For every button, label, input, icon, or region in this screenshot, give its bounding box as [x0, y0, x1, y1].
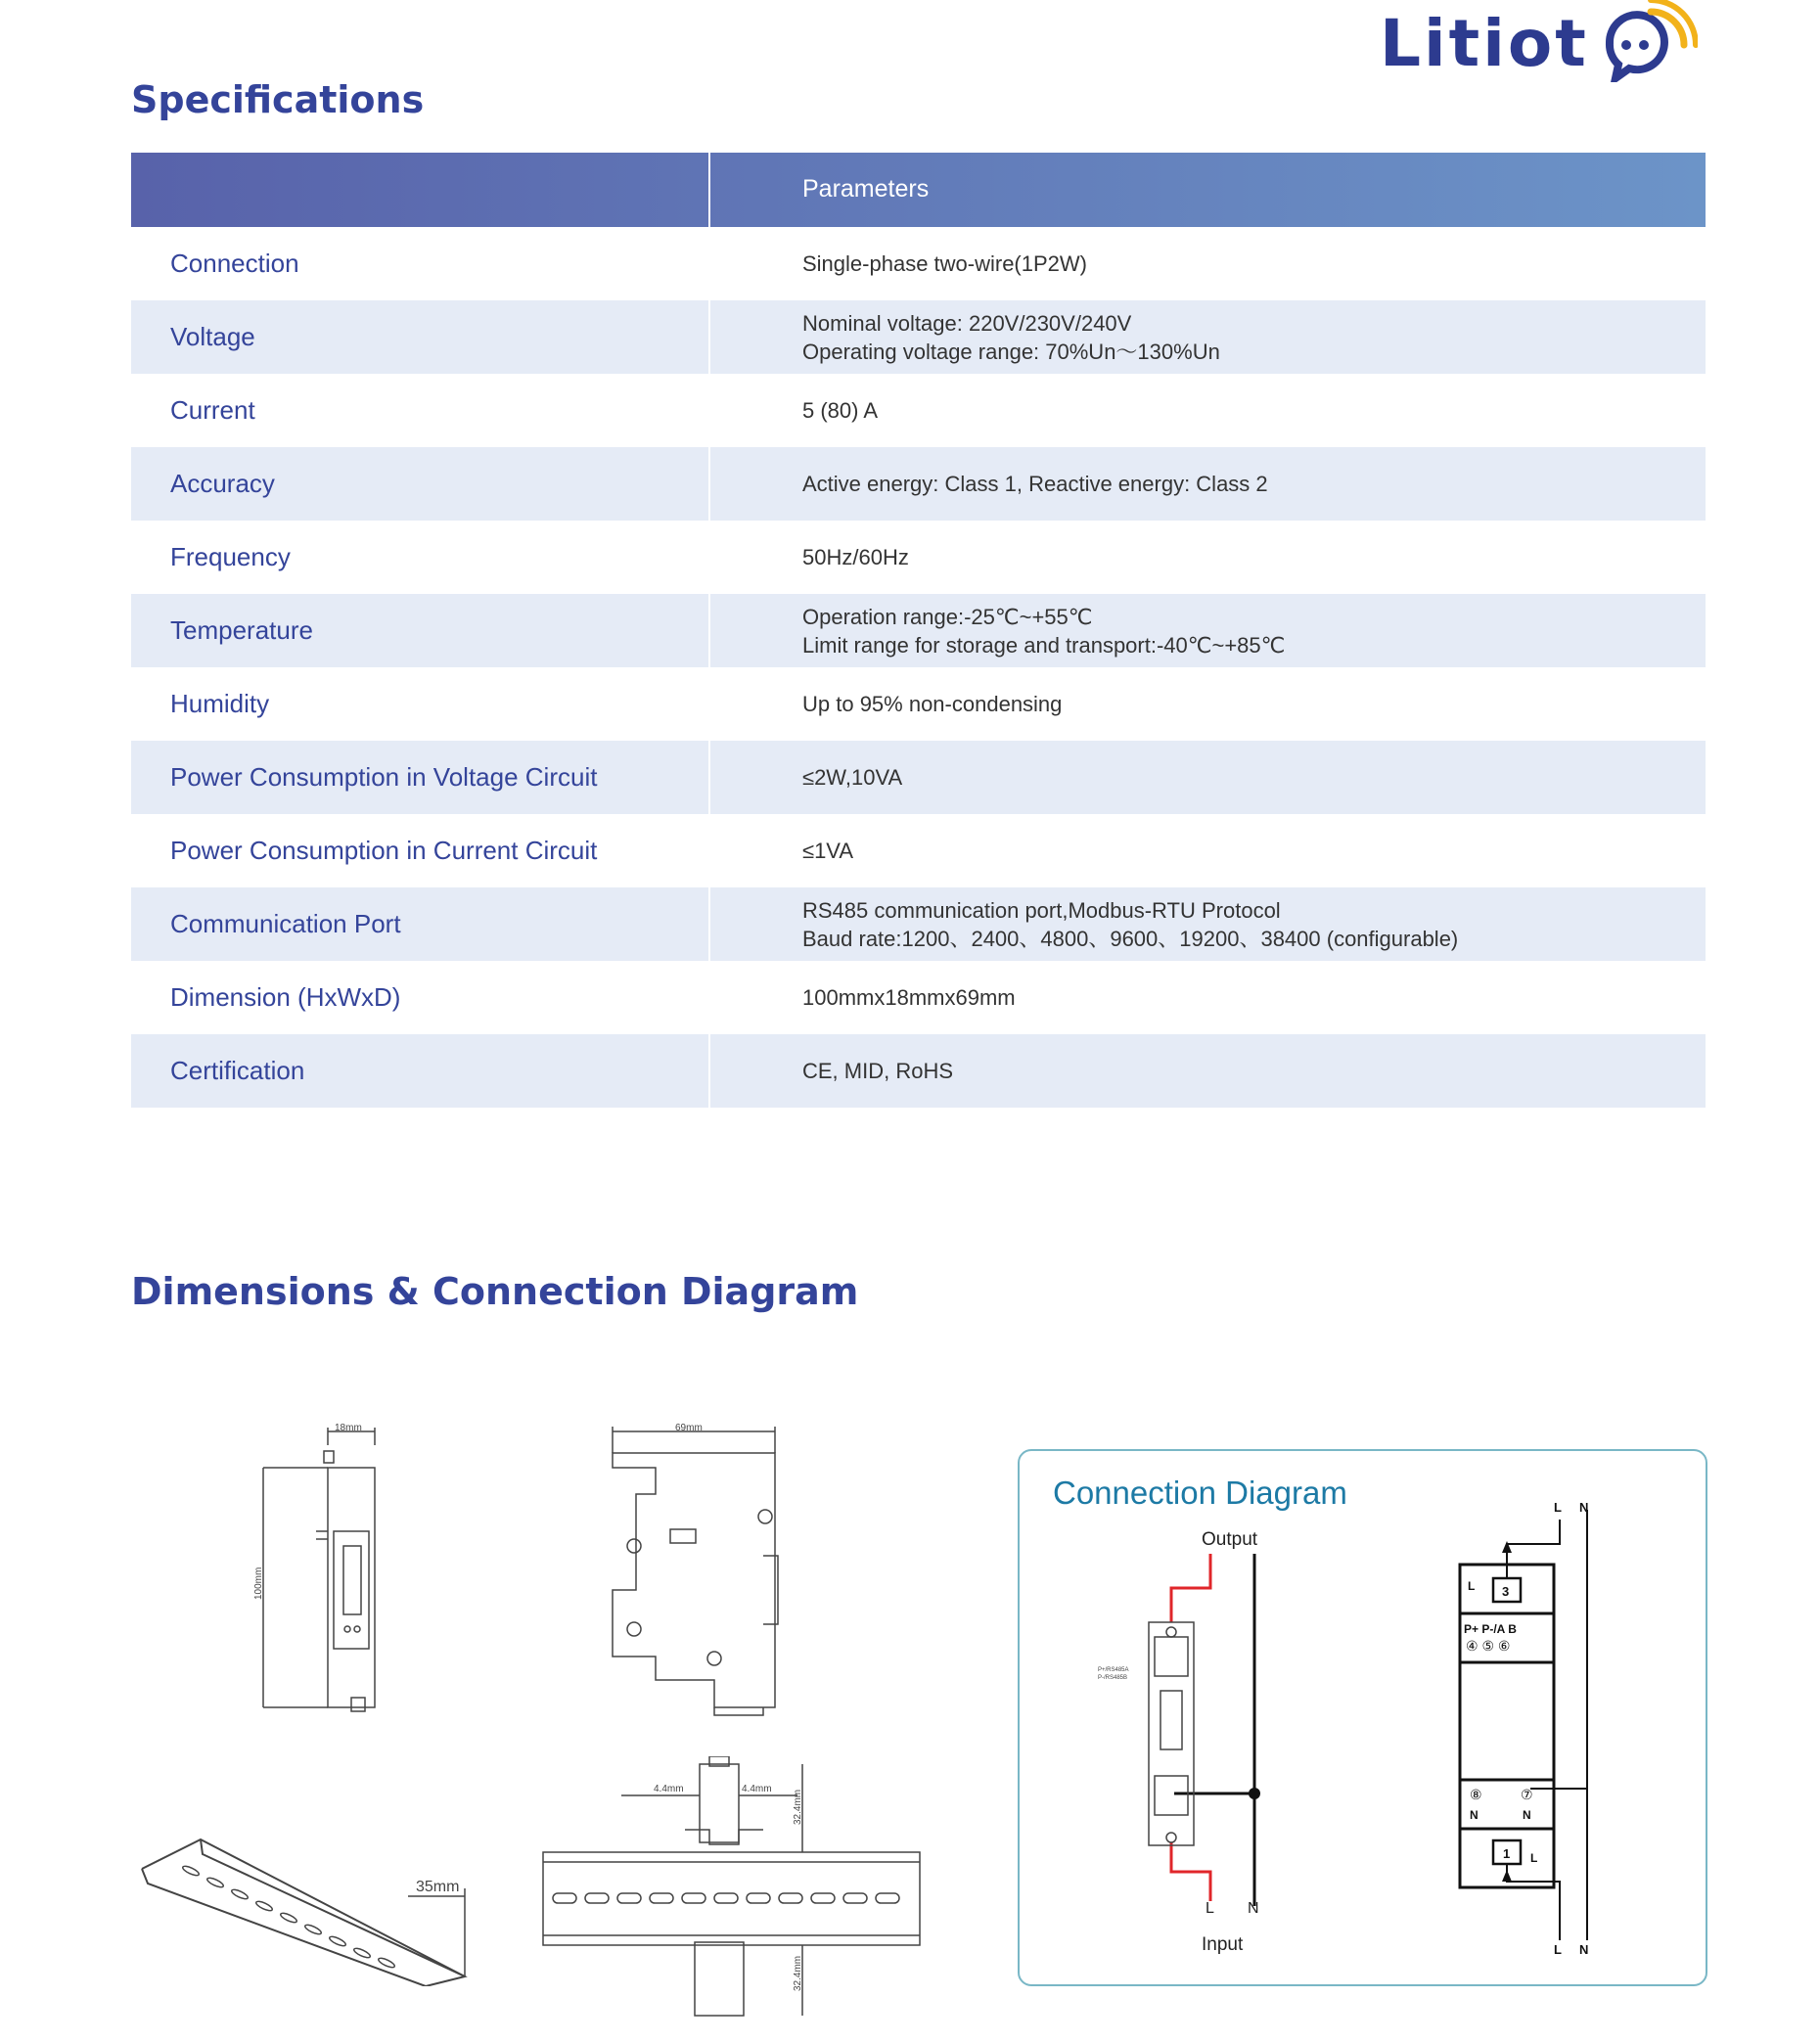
input-label: Input — [1202, 1934, 1244, 1955]
terminal-8: ⑧ — [1470, 1787, 1482, 1802]
table-row — [131, 447, 1706, 521]
terminal-top-l: L — [1468, 1579, 1476, 1593]
header-parameters: Parameters — [802, 175, 930, 203]
table-row — [131, 374, 1706, 447]
terminal-1: 1 — [1503, 1846, 1511, 1861]
input-l-label: L — [1206, 1900, 1214, 1917]
terminal-bottom-l: L — [1530, 1851, 1538, 1865]
terminal-7: ⑦ — [1521, 1787, 1533, 1802]
din-rail-drawing — [132, 1761, 479, 1986]
specifications-title: Specifications — [131, 78, 425, 121]
spec-value — [802, 300, 1220, 374]
bottom-l-label: L — [1554, 1942, 1562, 1957]
front-height-label: 100mm — [253, 1566, 264, 1600]
spec-label: Power Consumption in Voltage Circuit — [170, 762, 598, 792]
table-row — [131, 300, 1706, 374]
terminal-row2: P+ P-/A B — [1464, 1622, 1517, 1636]
spec-label: Temperature — [170, 615, 313, 645]
rail-clip-drawing — [538, 1756, 925, 2025]
spec-label: Connection — [170, 249, 299, 278]
spec-value — [802, 374, 878, 447]
spec-value — [802, 961, 1016, 1034]
connection-diagram-panel — [1018, 1449, 1707, 1986]
spec-label: Certification — [170, 1056, 305, 1085]
spec-label: Humidity — [170, 689, 270, 718]
front-width-label: 18mm — [335, 1424, 362, 1433]
table-row — [131, 227, 1706, 300]
connection-diagram-title: Connection Diagram — [1053, 1475, 1347, 1511]
clip-left-label: 4.4mm — [654, 1784, 684, 1794]
spec-label: Current — [170, 395, 255, 425]
spec-value-line: Active energy: Class 1, Reactive energy: Class 2 — [802, 472, 1268, 496]
brand-logo — [1380, 0, 1703, 82]
dimensions-title: Dimensions & Connection Diagram — [131, 1270, 859, 1313]
clip-top-label: 32.4mm — [793, 1789, 803, 1825]
table-row — [131, 1034, 1706, 1108]
spec-value-line: 5 (80) A — [802, 398, 879, 423]
table-row — [131, 814, 1706, 887]
spec-value-line: Operating voltage range: 70%Un～130%Un — [802, 339, 1220, 364]
table-row — [131, 594, 1706, 667]
table-row — [131, 667, 1706, 741]
clip-bottom-label: 32.4mm — [793, 1955, 803, 1991]
spec-value-line: Nominal voltage: 220V/230V/240V — [802, 310, 1132, 336]
table-header — [131, 153, 1706, 227]
spec-value-line: Limit range for storage and transport:-40℃~+85℃ — [802, 632, 1286, 658]
spec-value-line: CE, MID, RoHS — [802, 1059, 954, 1083]
spec-label: Accuracy — [170, 469, 275, 498]
terminal-n-right: N — [1523, 1808, 1531, 1822]
input-n-label: N — [1248, 1900, 1259, 1917]
spec-value — [802, 814, 853, 887]
spec-label: Voltage — [170, 322, 255, 351]
top-l-label: L — [1554, 1500, 1562, 1515]
spec-value-line: ≤1VA — [802, 839, 854, 863]
spec-value-line: RS485 communication port,Modbus-RTU Protocol — [802, 897, 1281, 923]
spec-value — [802, 741, 902, 814]
top-n-label: N — [1579, 1500, 1589, 1515]
spec-label: Communication Port — [170, 909, 401, 938]
spec-value — [802, 521, 909, 594]
spec-value — [802, 227, 1087, 300]
table-row — [131, 521, 1706, 594]
front-view-drawing — [250, 1424, 396, 1727]
spec-label: Power Consumption in Current Circuit — [170, 836, 598, 865]
device-label-b: P-/RS485B — [1098, 1675, 1128, 1681]
table-row — [131, 741, 1706, 814]
spec-value-line: 50Hz/60Hz — [802, 545, 909, 569]
connection-diagram-svg — [1020, 1451, 1706, 1984]
clip-right-label: 4.4mm — [742, 1784, 772, 1794]
side-view-drawing — [597, 1424, 783, 1727]
spec-value-line: Operation range:-25℃~+55℃ — [802, 604, 1093, 629]
terminal-3: 3 — [1502, 1584, 1510, 1599]
table-row — [131, 961, 1706, 1034]
spec-table — [131, 153, 1706, 1108]
terminal-n-left: N — [1470, 1808, 1479, 1822]
spec-label: Frequency — [170, 542, 291, 571]
spec-label: Dimension (HxWxD) — [170, 982, 401, 1012]
wifi-chat-icon — [1590, 0, 1698, 82]
rail-width-label: 35mm — [416, 1879, 460, 1895]
spec-value — [802, 667, 1062, 741]
side-depth-label: 69mm — [675, 1424, 703, 1433]
device-label-a: P+/RS485A — [1098, 1667, 1129, 1673]
terminal-nums: ④ ⑤ ⑥ — [1466, 1638, 1511, 1654]
spec-value — [802, 1034, 953, 1108]
spec-value — [802, 594, 1285, 667]
spec-value-line: 100mmx18mmx69mm — [802, 985, 1016, 1010]
logo-text: Litiot — [1380, 6, 1589, 81]
spec-value — [802, 447, 1268, 521]
spec-value — [802, 887, 1458, 961]
spec-value-line: Single-phase two-wire(1P2W) — [802, 251, 1087, 276]
bottom-n-label: N — [1579, 1942, 1589, 1957]
spec-value-line: Baud rate:1200、2400、4800、9600、19200、38400 (configurable) — [802, 926, 1459, 951]
spec-value-line: Up to 95% non-condensing — [802, 692, 1063, 716]
spec-value-line: ≤2W,10VA — [802, 765, 903, 790]
output-label: Output — [1202, 1529, 1258, 1550]
table-row — [131, 887, 1706, 961]
